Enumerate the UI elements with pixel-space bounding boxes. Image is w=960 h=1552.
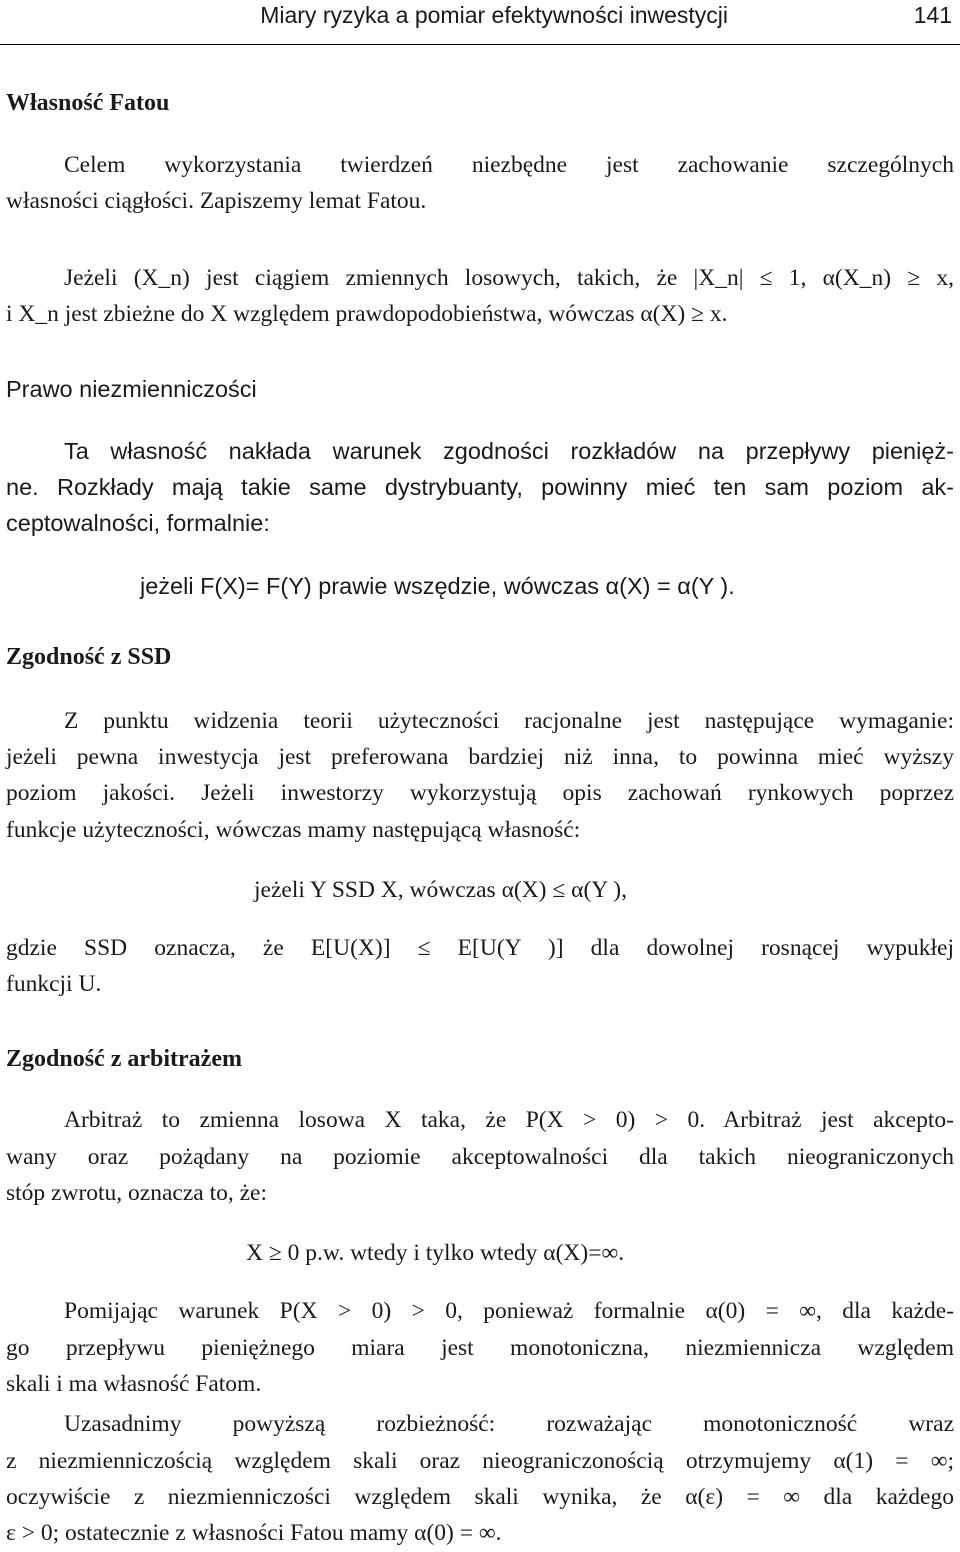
page-number: 141 — [913, 2, 952, 28]
section-heading-ssd: Zgodność z SSD — [6, 644, 172, 670]
arbitrage-p3-line-4: ε > 0; ostatecznie z własności Fatou mamy α(0) = ∞. — [6, 1520, 502, 1546]
fatou-paragraph-line-2: własności ciągłości. Zapiszemy lemat Fatou. — [6, 188, 427, 214]
arbitrage-p2-line-1: Pomijając warunek P(X > 0) > 0, ponieważ formalnie α(0) = ∞, dla każde- — [64, 1298, 954, 1324]
invariance-line-2: ne. Rozkłady mają takie same dystrybuanty, powinny mieć ten sam poziom ak- — [6, 474, 954, 500]
arbitrage-p3-line-3: oczywiście z niezmienniczości względem skali wynika, że α(ε) = ∞ dla każdego — [6, 1484, 954, 1510]
ssd-formula: jeżeli Y SSD X, wówczas α(X) ≤ α(Y ), — [254, 877, 627, 903]
ssd-line-2: jeżeli pewna inwestycja jest preferowana bardziej niż inna, to powinna mieć wyższy — [6, 744, 954, 770]
ssd-line-3: poziom jakości. Jeżeli inwestorzy wykorzystują opis zachowań rynkowych poprzez — [6, 780, 954, 806]
arbitrage-line-3: stóp zwrotu, oznacza to, że: — [6, 1180, 268, 1206]
ssd-line-5: gdzie SSD oznacza, że E[U(X)] ≤ E[U(Y )] dla dowolnej rosnącej wypukłej — [6, 935, 954, 961]
invariance-line-3: ceptowalności, formalnie: — [6, 510, 270, 536]
ssd-line-6: funkcji U. — [6, 971, 102, 997]
arbitrage-p3-line-2: z niezmienniczością względem skali oraz nieograniczonością otrzymujemy α(1) = ∞; — [6, 1448, 954, 1474]
fatou-lemma-line-1: Jeżeli (X_n) jest ciągiem zmiennych losowych, takich, że |X_n| ≤ 1, α(X_n) ≥ x, — [64, 265, 954, 291]
ssd-line-1: Z punktu widzenia teorii użyteczności racjonalne jest następujące wymaganie: — [64, 708, 954, 734]
invariance-line-1: Ta własność nakłada warunek zgodności rozkładów na przepływy pienięż- — [64, 438, 954, 464]
fatou-lemma-line-2: i X_n jest zbieżne do X względem prawdopodobieństwa, wówczas α(X) ≥ x. — [6, 301, 728, 327]
invariance-formula: jeżeli F(X)= F(Y) prawie wszędzie, wówczas α(X) = α(Y ). — [140, 573, 735, 599]
ssd-line-4: funkcje użyteczności, wówczas mamy następującą własność: — [6, 817, 581, 843]
fatou-paragraph-line-1: Celem wykorzystania twierdzeń niezbędne jest zachowanie szczególnych — [64, 152, 954, 178]
section-heading-invariance: Prawo niezmienniczości — [6, 376, 257, 402]
arbitrage-p3-line-1: Uzasadnimy powyższą rozbieżność: rozważając monotoniczność wraz — [64, 1411, 954, 1437]
section-heading-fatou: Własność Fatou — [6, 90, 170, 116]
running-header — [0, 0, 960, 45]
running-title: Miary ryzyka a pomiar efektywności inwestycji — [260, 2, 728, 28]
section-heading-arbitrage: Zgodność z arbitrażem — [6, 1046, 242, 1072]
arbitrage-p2-line-2: go przepływu pieniężnego miara jest monotoniczna, niezmiennicza względem — [6, 1335, 954, 1361]
arbitrage-line-2: wany oraz pożądany na poziomie akceptowalności dla takich nieograniczonych — [6, 1144, 954, 1170]
arbitrage-line-1: Arbitraż to zmienna losowa X taka, że P(X > 0) > 0. Arbitraż jest akcepto- — [64, 1107, 954, 1133]
arbitrage-p2-line-3: skali i ma własność Fatom. — [6, 1371, 262, 1397]
arbitrage-formula: X ≥ 0 p.w. wtedy i tylko wtedy α(X)=∞. — [246, 1240, 625, 1266]
